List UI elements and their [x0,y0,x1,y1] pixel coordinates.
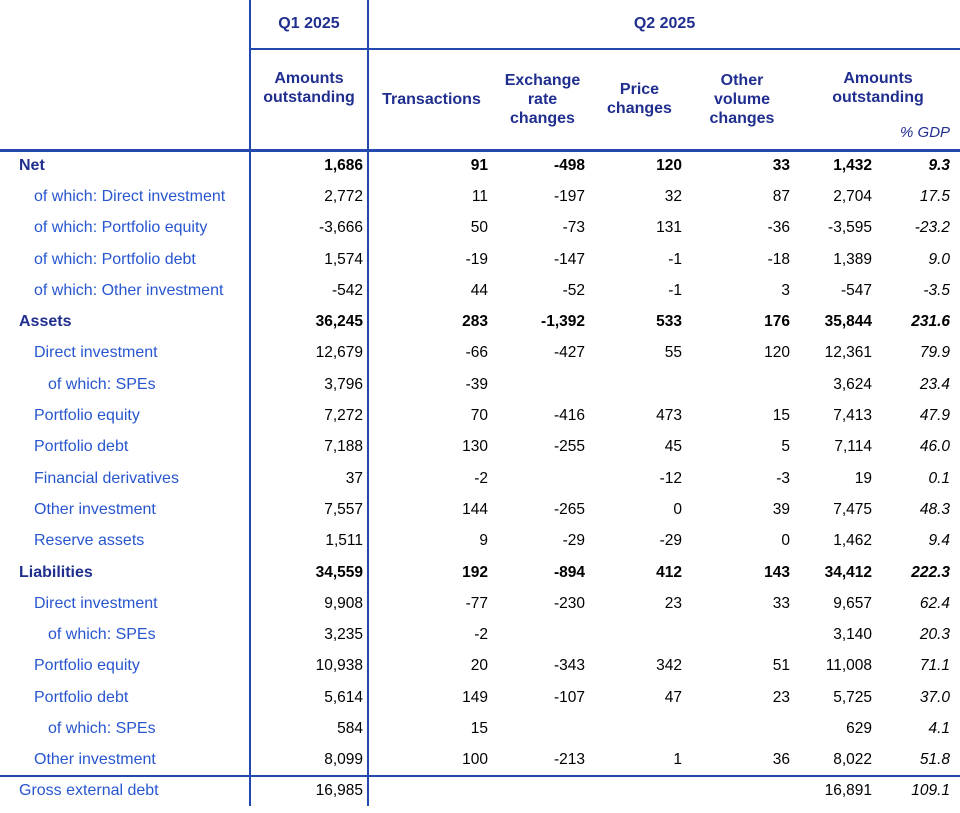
table-row [0,494,960,525]
cell-gdp: 4.1 [928,719,951,737]
cell-price: 342 [656,657,682,675]
cell-q1: 3,796 [250,369,368,400]
table-row [0,526,960,557]
cell-transactions: 9 [479,532,488,550]
cell-amounts: -547 [840,281,872,299]
gdp-column-header: % GDP [900,124,951,141]
table-row [0,776,960,806]
cell-fx: -255 [553,438,585,456]
cell-gdp: 222.3 [911,563,951,581]
cell-price: 120 [656,157,682,175]
row-label: Assets [0,306,250,337]
row-label: Other investment [0,745,250,776]
cell-q1: 7,557 [250,494,368,525]
cell-amounts: 11,008 [825,657,872,675]
row-label: Gross external debt [0,776,250,806]
other-volume-changes-header-text: Other volume changes [709,71,775,127]
cell-fx [494,776,591,806]
cell-transactions: 192 [462,563,488,581]
cell-price: 0 [673,500,682,518]
cell-other: 33 [772,594,790,612]
cell-other: 15 [772,407,790,425]
cell-other: 51 [772,657,790,675]
row-label: of which: Direct investment [0,181,250,212]
cell-fx: -427 [553,344,585,362]
cell-amounts: 7,114 [834,438,872,456]
other-volume-changes-header [688,49,796,150]
q2-amounts-header [796,49,960,150]
cell-fx: -147 [553,250,585,268]
row-label: Portfolio debt [0,682,250,713]
table-row [0,651,960,682]
cell-amounts: -3,595 [828,219,872,237]
table-row [0,275,960,306]
cell-transactions: 100 [462,750,488,768]
table-row [0,619,960,650]
cell-gdp: 0.1 [928,469,951,487]
cell-fx: -52 [562,281,585,299]
cell-price: 45 [664,438,682,456]
cell-q1: 1,686 [250,150,368,181]
cell-other: 39 [772,500,790,518]
cell-fx: -416 [553,407,585,425]
cell-transactions: 50 [470,219,488,237]
cell-gdp: 231.6 [911,313,951,331]
cell-fx: -343 [553,657,585,675]
row-label: of which: Portfolio debt [0,244,250,275]
cell-amounts: 3,140 [833,626,872,644]
cell-fx: -230 [553,594,585,612]
cell-price: 1 [673,750,682,768]
corner-cell [0,0,250,49]
cell-q1: 10,938 [250,651,368,682]
cell-q1: -3,666 [250,213,368,244]
row-label: of which: Portfolio equity [0,213,250,244]
table-row [0,181,960,212]
cell-other [688,713,796,744]
cell-price: 55 [664,344,682,362]
cell-fx: -213 [553,750,585,768]
cell-price: 131 [656,219,682,237]
row-label: Portfolio equity [0,400,250,431]
cell-other: -3 [776,469,790,487]
row-label: Financial derivatives [0,463,250,494]
cell-transactions: 130 [462,438,488,456]
row-label: Net [0,150,250,181]
cell-q1: 1,511 [250,526,368,557]
cell-other: 36 [772,750,790,768]
cell-q1: 7,188 [250,432,368,463]
cell-price [591,369,688,400]
transactions-header-text: Transactions [382,90,481,108]
cell-other: 23 [772,688,790,706]
cell-amounts: 16,891 [796,776,878,806]
cell-fx: -1,392 [541,313,585,331]
cell-gdp: 79.9 [919,344,951,362]
row-label: Liabilities [0,557,250,588]
cell-transactions: 149 [462,688,488,706]
cell-amounts: 3,624 [833,375,872,393]
cell-price: 533 [656,313,682,331]
table-row [0,306,960,337]
row-label: Other investment [0,494,250,525]
cell-transactions: 11 [471,187,488,205]
cell-other: 120 [764,344,790,362]
table-row [0,400,960,431]
cell-price: -29 [659,532,682,550]
row-label: Direct investment [0,338,250,369]
table-row [0,682,960,713]
row-label: Portfolio equity [0,651,250,682]
cell-amounts: 629 [846,719,872,737]
cell-gdp: 47.9 [919,407,951,425]
cell-transactions: -2 [474,469,488,487]
cell-price: 412 [656,563,682,581]
cell-fx [494,463,591,494]
cell-price: 47 [664,688,682,706]
cell-fx: -73 [562,219,585,237]
cell-q1: 34,559 [250,557,368,588]
cell-other: 143 [764,563,790,581]
table-row [0,713,960,744]
cell-price: 32 [664,187,682,205]
cell-other: -36 [767,219,790,237]
cell-gdp: 109.1 [878,776,960,806]
row-label: Reserve assets [0,526,250,557]
cell-q1: 1,574 [250,244,368,275]
q2-amounts-header-text: Amounts outstanding [832,70,924,106]
period-header-row [0,0,960,49]
table-row [0,338,960,369]
cell-other: 87 [772,187,790,205]
cell-amounts: 8,022 [833,750,872,768]
cell-q1: 9,908 [250,588,368,619]
cell-fx [494,713,591,744]
cell-gdp: 9.4 [928,532,951,550]
column-header-row [0,49,960,150]
cell-transactions: -19 [465,250,488,268]
exchange-rate-changes-header-text: Exchange rate changes [504,71,581,127]
cell-price [591,619,688,650]
cell-price [591,776,688,806]
cell-fx: -197 [553,187,585,205]
cell-amounts: 9,657 [833,594,872,612]
cell-price: -1 [668,250,682,268]
table-row [0,244,960,275]
cell-price: 23 [664,594,682,612]
cell-fx [494,369,591,400]
table-row [0,432,960,463]
cell-amounts: 1,462 [833,532,872,550]
cell-amounts: 5,725 [833,688,872,706]
cell-q1: 7,272 [250,400,368,431]
cell-fx: -894 [553,563,585,581]
cell-transactions: -2 [474,626,488,644]
table-row [0,213,960,244]
cell-gdp: -3.5 [923,281,951,299]
cell-transactions: 44 [470,281,488,299]
cell-transactions: 70 [470,407,488,425]
row-label: of which: SPEs [0,619,250,650]
cell-q1: 584 [250,713,368,744]
cell-q1: 37 [250,463,368,494]
q2-period-header: Q2 2025 [368,0,960,49]
label-column-header [0,49,250,150]
cell-gdp: 37.0 [919,688,951,706]
cell-gdp: 71.1 [919,657,951,675]
cell-gdp: 9.0 [928,250,951,268]
row-label: of which: Other investment [0,275,250,306]
cell-other: 5 [781,438,790,456]
cell-gdp: 48.3 [919,500,951,518]
cell-other: 3 [781,281,790,299]
cell-transactions: -39 [465,375,488,393]
table-row [0,557,960,588]
cell-gdp: 62.4 [919,594,951,612]
cell-q1: 12,679 [250,338,368,369]
table-row [0,369,960,400]
price-changes-header-text: Price changes [607,81,672,118]
cell-transactions: -77 [465,594,488,612]
cell-q1: 3,235 [250,619,368,650]
cell-gdp: -23.2 [914,219,951,237]
row-label: Portfolio debt [0,432,250,463]
table-row [0,150,960,181]
cell-price [591,713,688,744]
cell-amounts: 1,389 [833,250,872,268]
cell-amounts: 19 [854,469,872,487]
cell-fx: -29 [562,532,585,550]
cell-amounts: 7,413 [833,407,872,425]
q1-amounts-header-text: Amounts outstanding [263,70,355,106]
cell-other [688,369,796,400]
cell-gdp: 23.4 [919,375,951,393]
cell-transactions: 283 [462,313,488,331]
cell-other [688,776,796,806]
cell-amounts: 1,432 [833,157,872,175]
cell-gdp: 20.3 [919,626,951,644]
cell-transactions: 144 [462,500,488,518]
cell-q1: 5,614 [250,682,368,713]
cell-q1: 16,985 [250,776,368,806]
price-changes-header [591,49,688,150]
exchange-rate-changes-header [494,49,591,150]
cell-gdp: 51.8 [919,750,951,768]
cell-price: 473 [656,407,682,425]
q1-period-header: Q1 2025 [250,0,368,49]
cell-fx: -498 [553,157,585,175]
cell-price: -12 [659,469,682,487]
cell-q1: 2,772 [250,181,368,212]
table-header [0,0,960,150]
cell-transactions: 20 [470,657,488,675]
row-label: Direct investment [0,588,250,619]
cell-transactions [368,776,494,806]
cell-q1: 36,245 [250,306,368,337]
cell-other: 176 [764,313,790,331]
cell-amounts: 12,361 [824,344,872,362]
cell-transactions: 91 [470,157,488,175]
cell-amounts: 2,704 [833,187,872,205]
cell-q1: -542 [250,275,368,306]
cell-gdp: 17.5 [919,187,951,205]
cell-price: -1 [668,281,682,299]
cell-transactions: -66 [465,344,488,362]
q1-amounts-header [250,49,368,150]
table-row [0,588,960,619]
cell-amounts: 7,475 [833,500,872,518]
cell-gdp: 46.0 [919,438,951,456]
cell-fx [494,619,591,650]
table-row [0,745,960,776]
cell-transactions: 15 [470,719,488,737]
cell-fx: -265 [553,500,585,518]
cell-other [688,619,796,650]
table-body [0,150,960,806]
transactions-header [368,49,494,150]
cell-amounts: 35,844 [824,313,872,331]
cell-other: -18 [767,250,790,268]
row-label: of which: SPEs [0,369,250,400]
cell-other: 33 [772,157,790,175]
cell-fx: -107 [553,688,585,706]
cell-amounts: 34,412 [824,563,872,581]
row-label: of which: SPEs [0,713,250,744]
cell-other: 0 [781,532,790,550]
cell-q1: 8,099 [250,745,368,776]
table-row [0,463,960,494]
cell-gdp: 9.3 [928,157,951,175]
